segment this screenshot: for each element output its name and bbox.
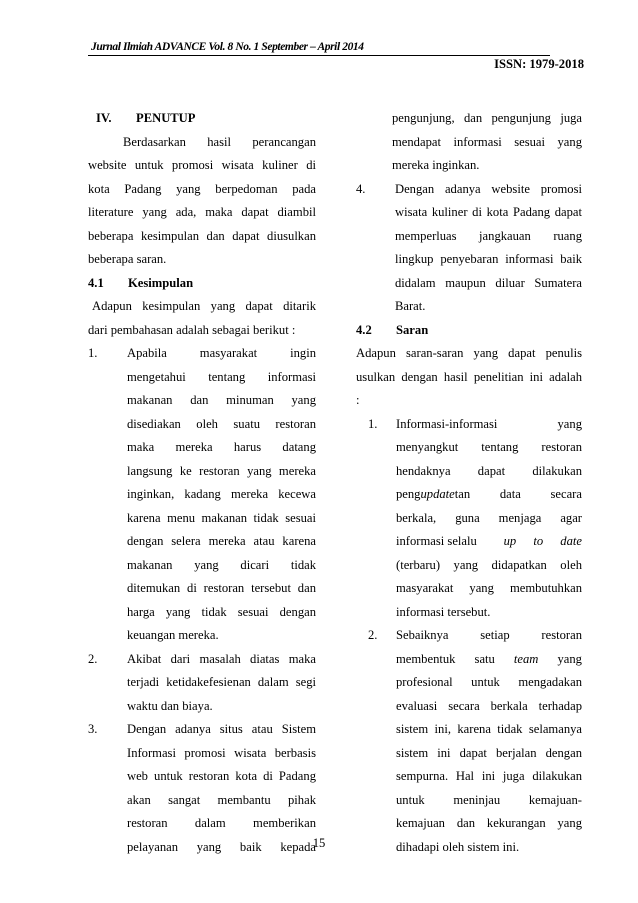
list-item-line: [88, 742, 316, 766]
list-number: [88, 554, 127, 578]
list-line: Dengan adanya situs atau Sistem: [127, 722, 316, 736]
list-number: 3.: [88, 722, 98, 736]
list-line: kemajuan dan kekurangan yang: [396, 816, 582, 830]
line-segment: satu: [474, 651, 495, 666]
list-number: 1.: [368, 416, 378, 431]
list-line: [396, 530, 582, 554]
list-line: web untuk restoran kota di Padang: [127, 769, 316, 783]
intro-line: literature yang ada, maka dapat diambil: [88, 205, 316, 219]
list-number: 4.: [356, 181, 366, 196]
list-line: (terbaru) yang didapatkan oleh: [396, 557, 582, 572]
list-number: [88, 624, 127, 648]
right-column: [356, 107, 582, 859]
line-segment: peng: [396, 487, 421, 501]
list-item-line: [356, 295, 582, 319]
list-line: didalam maupun diluar Sumatera: [395, 275, 582, 290]
intro-line: website untuk promosi wisata kuliner di: [88, 158, 316, 172]
list-number: [88, 366, 127, 390]
list-item-line: [88, 601, 316, 625]
list-line: memperluas jangkauan ruang: [395, 228, 582, 243]
left-column: [88, 107, 316, 859]
list-line: ditemukan di restoran tersebut dan: [127, 581, 316, 595]
line-segment: tan: [454, 487, 471, 501]
line-segment: [396, 483, 470, 507]
list-line: untuk meninjau kemajuan-: [396, 792, 582, 807]
list-item-line: [88, 483, 316, 507]
list-item-line: [88, 789, 316, 813]
list-number: [88, 812, 127, 836]
intro-line: beberapa saran.: [88, 252, 167, 266]
list-line: lingkup penyebaran informasi baik: [395, 252, 582, 266]
list-item-continuation: mendapat informasi sesuai yang: [392, 134, 582, 149]
list-line: sempurna. Hal ini juga dilakukan: [396, 769, 582, 783]
list-item-line: [88, 436, 316, 460]
paragraph-line: usulkan dengan hasil penelitian ini adalah: [356, 369, 582, 384]
list-item-line: [356, 201, 582, 225]
intro-line: beberapa kesimpulan dan dapat diusulkan: [88, 228, 316, 243]
section-heading: [88, 107, 316, 131]
subsection-number: 4.1: [88, 275, 104, 290]
journal-header: Jurnal Ilmiah ADVANCE Vol. 8 No. 1 September – April 2014: [91, 41, 364, 53]
section-title: PENUTUP: [136, 111, 196, 125]
list-line: dengan selera mereka atau karena: [127, 534, 316, 548]
list-item: [356, 178, 582, 202]
conclusion-list: [88, 342, 316, 859]
list-item-line: [88, 413, 316, 437]
list-item: [88, 718, 316, 742]
list-line: inginkan, kadang mereka kecewa: [127, 487, 316, 501]
subsection-heading: [88, 272, 316, 296]
paragraph-line: :: [356, 393, 360, 407]
subsection-title: Saran: [396, 322, 429, 337]
list-line: evaluasi secara berkala terhadap: [396, 698, 582, 713]
list-item-line: [88, 765, 316, 789]
list-line: wisata kuliner di kota Padang dapat: [395, 205, 582, 219]
list-line: restoran dalam memberikan: [127, 816, 316, 830]
section-number: IV.: [96, 111, 112, 125]
list-number: [356, 295, 395, 319]
list-line: waktu dan biaya.: [127, 698, 213, 713]
list-item: [88, 342, 316, 366]
list-number: [88, 436, 127, 460]
list-line: harga yang tidak sesuai dengan: [127, 604, 316, 619]
list-item-line: [88, 671, 316, 695]
list-line: sistem ini, karena tidak selamanya: [396, 722, 582, 736]
list-line: [396, 648, 582, 672]
list-line: Dengan adanya website promosi: [395, 181, 582, 196]
list-line: langsung ke restoran yang mereka: [127, 463, 316, 478]
list-number: [88, 742, 127, 766]
list-line: karena menu makanan tidak sesuai: [127, 510, 316, 525]
list-item-line: [88, 554, 316, 578]
list-item-line: [88, 695, 316, 719]
list-line: terjadi ketidakefesienan dalam segi: [127, 675, 316, 689]
list-number: [88, 695, 127, 719]
italic-term: team: [513, 651, 539, 666]
line-segment: data: [499, 487, 521, 501]
list-line: maka mereka harus datang: [127, 440, 316, 454]
list-number: 2.: [88, 651, 98, 666]
line-segment: secara: [550, 487, 582, 501]
paragraph-line: dari pembahasan adalah sebagai berikut :: [88, 322, 296, 337]
list-number: [88, 671, 127, 695]
italic-term: update: [420, 487, 455, 501]
list-number: [88, 789, 127, 813]
subsection-number: 4.2: [356, 322, 372, 337]
list-number: [88, 483, 127, 507]
list-line: [396, 483, 582, 507]
list-item-line: [356, 225, 582, 249]
list-line: makanan dan minuman yang: [127, 393, 316, 407]
intro-line: kota Padang yang berpedoman pada: [88, 181, 316, 196]
suggestion-item: [356, 413, 582, 437]
suggestion-item: [356, 624, 582, 648]
list-line: mengetahui tentang informasi: [127, 369, 316, 384]
list-line: berkala, guna menjaga agar: [396, 510, 582, 525]
list-item-line: [356, 248, 582, 272]
list-number: [88, 460, 127, 484]
intro-line: Berdasarkan hasil perancangan: [123, 134, 316, 149]
header-rule: [88, 55, 550, 56]
list-line: keuangan mereka.: [127, 628, 219, 642]
list-item-line: [88, 389, 316, 413]
list-number: [88, 507, 127, 531]
subsection-heading: [356, 319, 582, 343]
list-number: [88, 577, 127, 601]
list-item-line: [88, 507, 316, 531]
list-number: 1.: [88, 346, 98, 360]
list-line: Akibat dari masalah diatas maka: [127, 651, 316, 666]
list-item-line: [88, 812, 316, 836]
list-line: Barat.: [395, 299, 426, 313]
subsection-title: Kesimpulan: [128, 275, 194, 290]
page-number: 15: [312, 836, 326, 850]
list-line: menyangkut tentang restoran: [396, 440, 582, 454]
list-line: dihadapi oleh sistem ini.: [396, 839, 520, 854]
list-number: [88, 601, 127, 625]
list-item-continuation: mereka inginkan.: [392, 158, 480, 172]
list-number: 2.: [368, 628, 378, 642]
list-item: [88, 648, 316, 672]
list-item-line: [88, 624, 316, 648]
line-segment: informasi selalu: [396, 534, 477, 548]
list-number: [88, 530, 127, 554]
list-line: Informasi promosi wisata berbasis: [127, 745, 316, 760]
line-segment: membentuk: [396, 651, 456, 666]
list-item-line: [88, 530, 316, 554]
list-number: [88, 389, 127, 413]
list-number: [356, 201, 395, 225]
list-item-line: [356, 272, 582, 296]
list-line: akan sangat membantu pihak: [127, 792, 316, 807]
conclusion-item-4: [356, 178, 582, 319]
list-number: [356, 248, 395, 272]
list-number: [88, 765, 127, 789]
list-number: [356, 225, 395, 249]
list-item-continuation: pengunjung, dan pengunjung juga: [392, 111, 582, 125]
list-number: [88, 413, 127, 437]
list-line: Informasi-informasi yang: [396, 416, 582, 431]
issn-label: ISSN: 1979-2018: [494, 57, 584, 71]
list-line: Apabila masyarakat ingin: [127, 346, 316, 360]
list-line: informasi tersebut.: [396, 604, 491, 619]
list-item-line: [88, 460, 316, 484]
list-number: [356, 272, 395, 296]
paragraph-line: Adapun saran-saran yang dapat penulis: [356, 346, 582, 360]
list-line: disediakan oleh suatu restoran: [127, 416, 316, 431]
list-item-line: [88, 366, 316, 390]
list-line: Sebaiknya setiap restoran: [396, 628, 582, 642]
line-segment: yang: [557, 651, 582, 666]
list-line: makanan yang dicari tidak: [127, 557, 316, 572]
list-line: sistem ini dapat berjalan dengan: [396, 745, 582, 760]
list-line: pelayanan yang baik kepada: [127, 839, 316, 854]
paragraph-line: Adapun kesimpulan yang dapat ditarik: [92, 299, 316, 313]
italic-term: up to date: [503, 534, 582, 548]
list-line: hendaknya dapat dilakukan: [396, 463, 582, 478]
list-item-line: [88, 577, 316, 601]
list-line: masyarakat yang membutuhkan: [396, 581, 582, 595]
list-line: profesional untuk mengadakan: [396, 675, 582, 689]
